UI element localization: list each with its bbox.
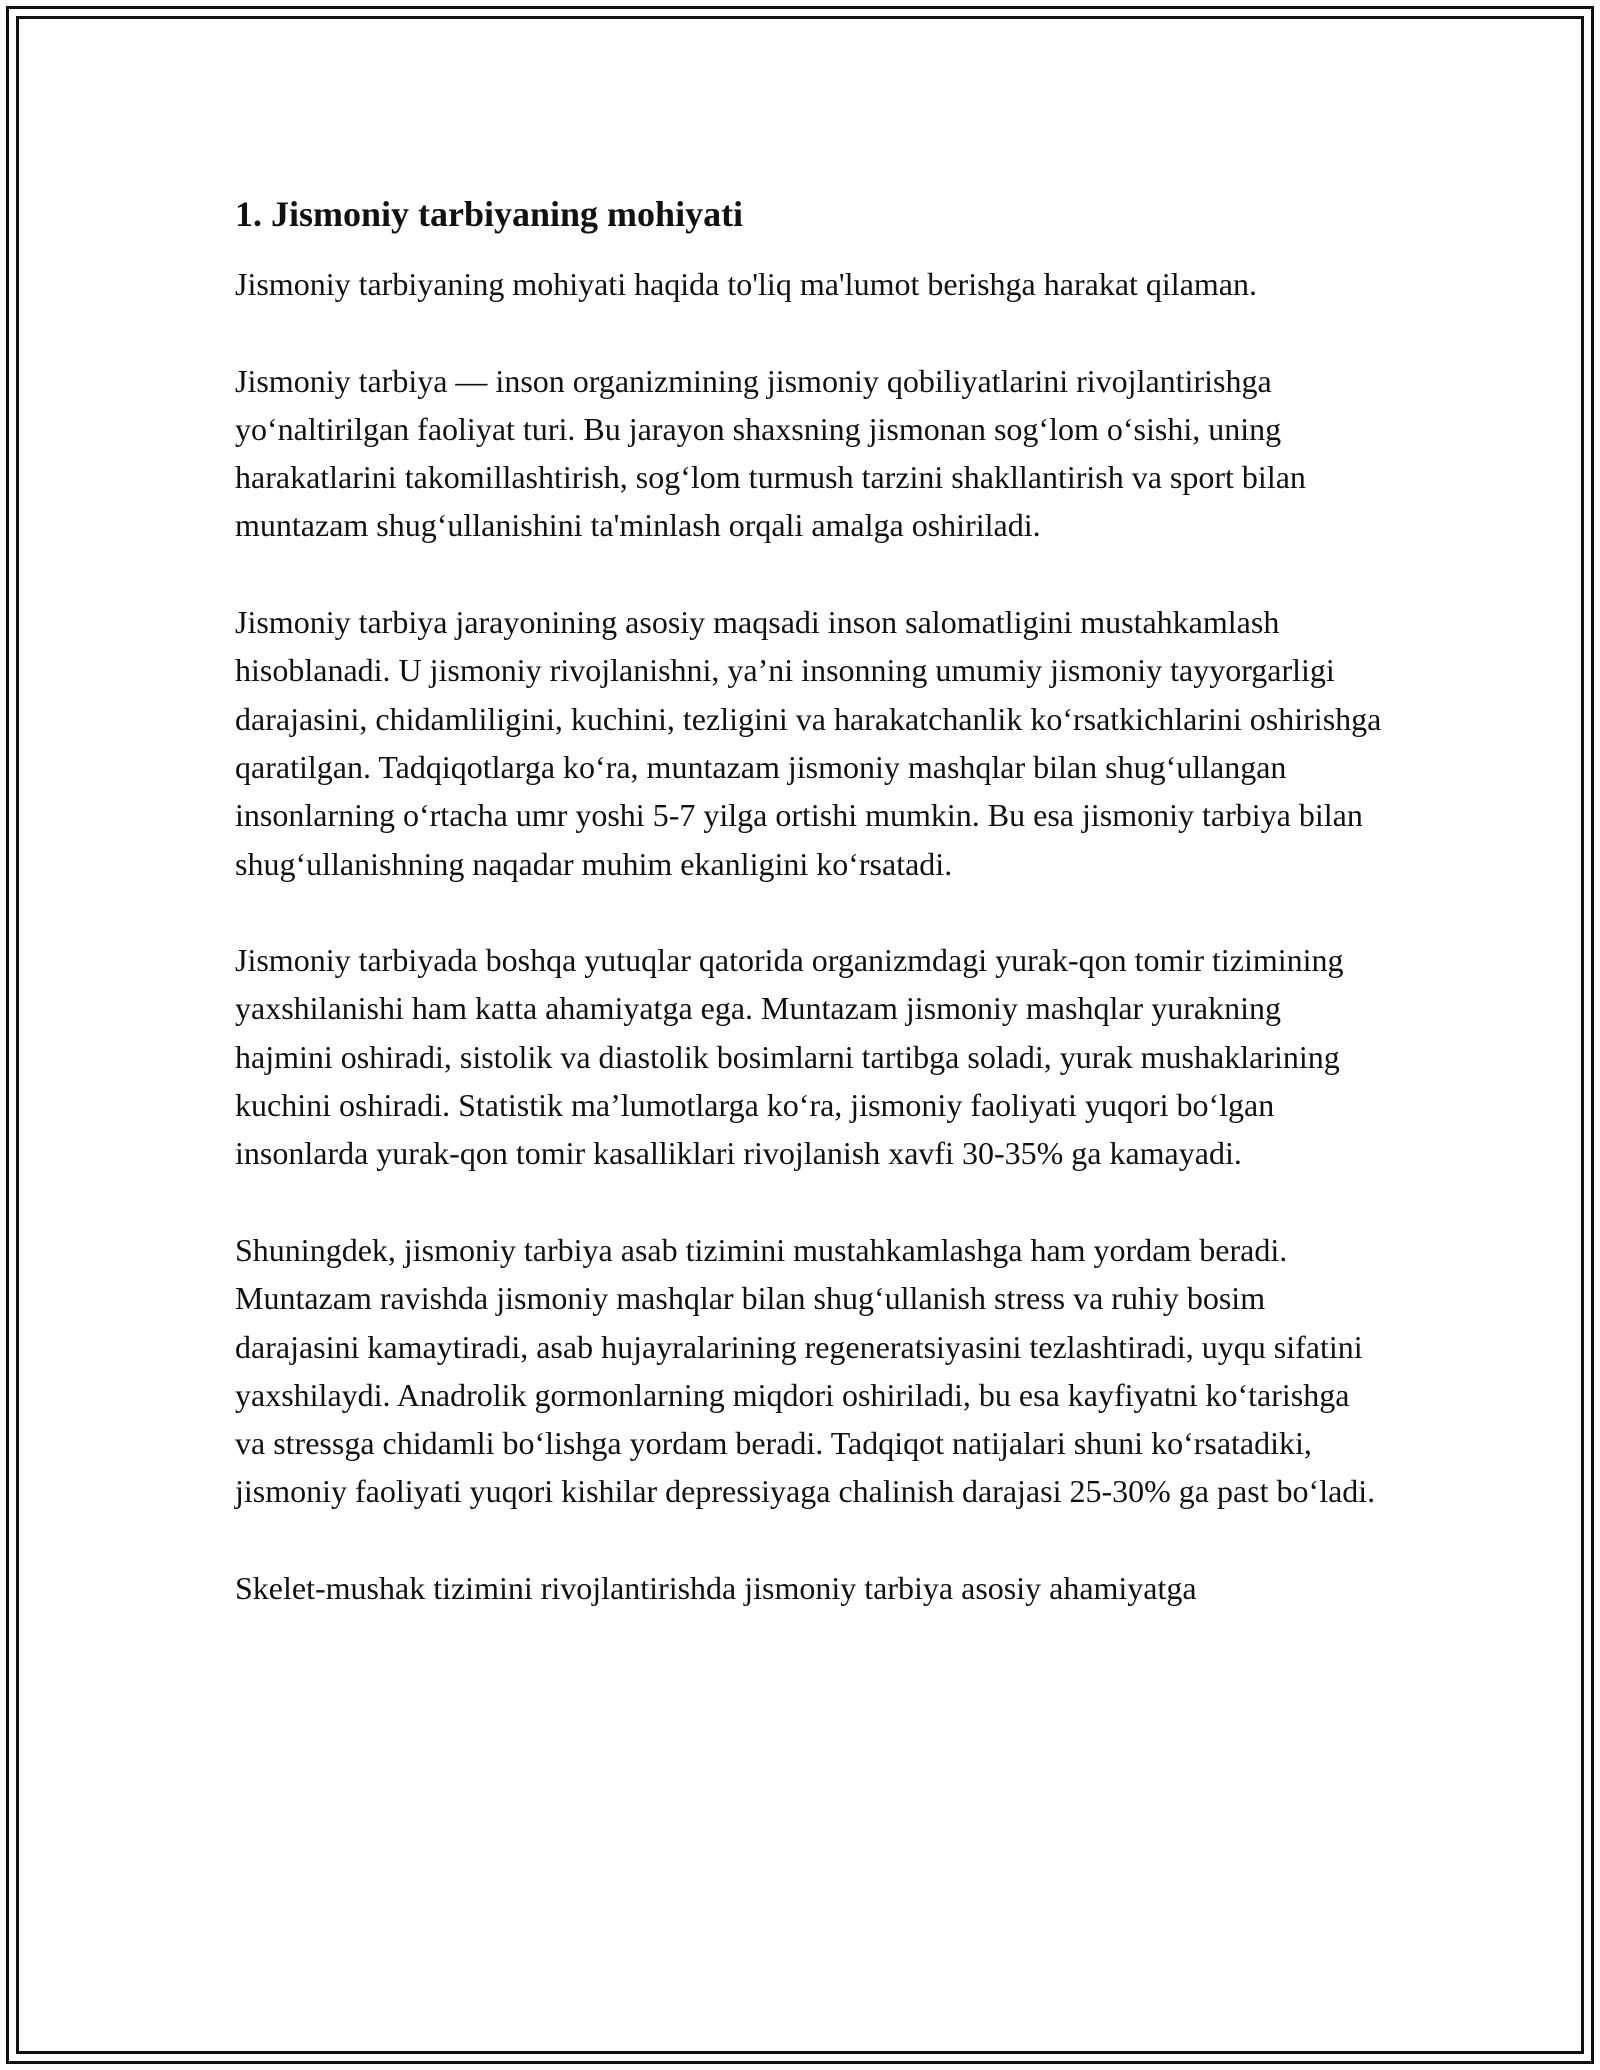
paragraph-skeletal-muscle: Skelet-mushak tizimini rivojlantirishda jismoniy tarbiya asosiy ahamiyatga xyxy=(235,1570,1197,1607)
paragraph-main-goal: Jismoniy tarbiya jarayonining asosiy maqsadi inson salomatligini mustahkamlash hisoblanadi. U jismoniy rivojlanishni, ya’ni insonning umumiy jismoniy tayyorgarligi darajasini, chidamliligini, kuchini, tezligini va harakatchanlik ko‘rsatkichlarini oshirishga qaratilgan. Tadqiqotlarga ko‘ra, muntazam jismoniy mashqlar bilan shug‘ullangan insonlarning o‘rtacha umr yoshi 5-7 yilga ortishi mumkin. Bu esa jismoniy tarbiya bilan shug‘ullanishning naqadar muhim ekanligini ko‘rsatadi. xyxy=(235,604,1382,882)
paragraph-definition: Jismoniy tarbiya — inson organizmining jismoniy qobiliyatlarini rivojlantirishga yo‘naltirilgan faoliyat turi. Bu jarayon shaxsning jismonan sog‘lom o‘sishi, uning harakatlarini takomillashtirish, sog‘lom turmush tarzini shakllantirish va sport bilan muntazam shug‘ullanishini ta'minlash orqali amalga oshiriladi. xyxy=(235,362,1306,544)
paragraph-nervous-system: Shuningdek, jismoniy tarbiya asab tizimini mustahkamlashga ham yordam beradi. Muntazam ravishda jismoniy mashqlar bilan shug‘ullanish stress va ruhiy bosim darajasini kamaytiradi, asab hujayralarining regeneratsiyasini tezlashtiradi, uyqu sifatini yaxshilaydi. Anadrolik gormonlarning miqdori oshiriladi, bu esa kayfiyatni ko‘tarishga va stressga chidamli bo‘lishga yordam beradi. Tadqiqot natijalari shuni ko‘rsatadiki, jismoniy faoliyati yuqori kishilar depressiyaga chalinish darajasi 25-30% ga past bo‘ladi. xyxy=(235,1231,1376,1510)
paragraph-cardiovascular: Jismoniy tarbiyada boshqa yutuqlar qatorida organizmdagi yurak-qon tomir tizimining yaxshilanishi ham katta ahamiyatga ega. Muntazam jismoniy mashqlar yurakning hajmini oshiradi, sistolik va diastolik bosimlarni tartibga soladi, yurak mushaklarining kuchini oshiradi. Statistik ma’lumotlarga ko‘ra, jismoniy faoliyati yuqori bo‘lgan insonlarda yurak-qon tomir kasalliklari rivojlanish xavfi 30-35% ga kamayadi. xyxy=(235,942,1344,1172)
paragraph-intro: Jismoniy tarbiyaning mohiyati haqida to'liq ma'lumot berishga harakat qilaman. xyxy=(235,266,1257,302)
document-body xyxy=(235,190,1385,1661)
section-heading: 1. Jismoniy tarbiyaning mohiyati xyxy=(235,194,744,234)
